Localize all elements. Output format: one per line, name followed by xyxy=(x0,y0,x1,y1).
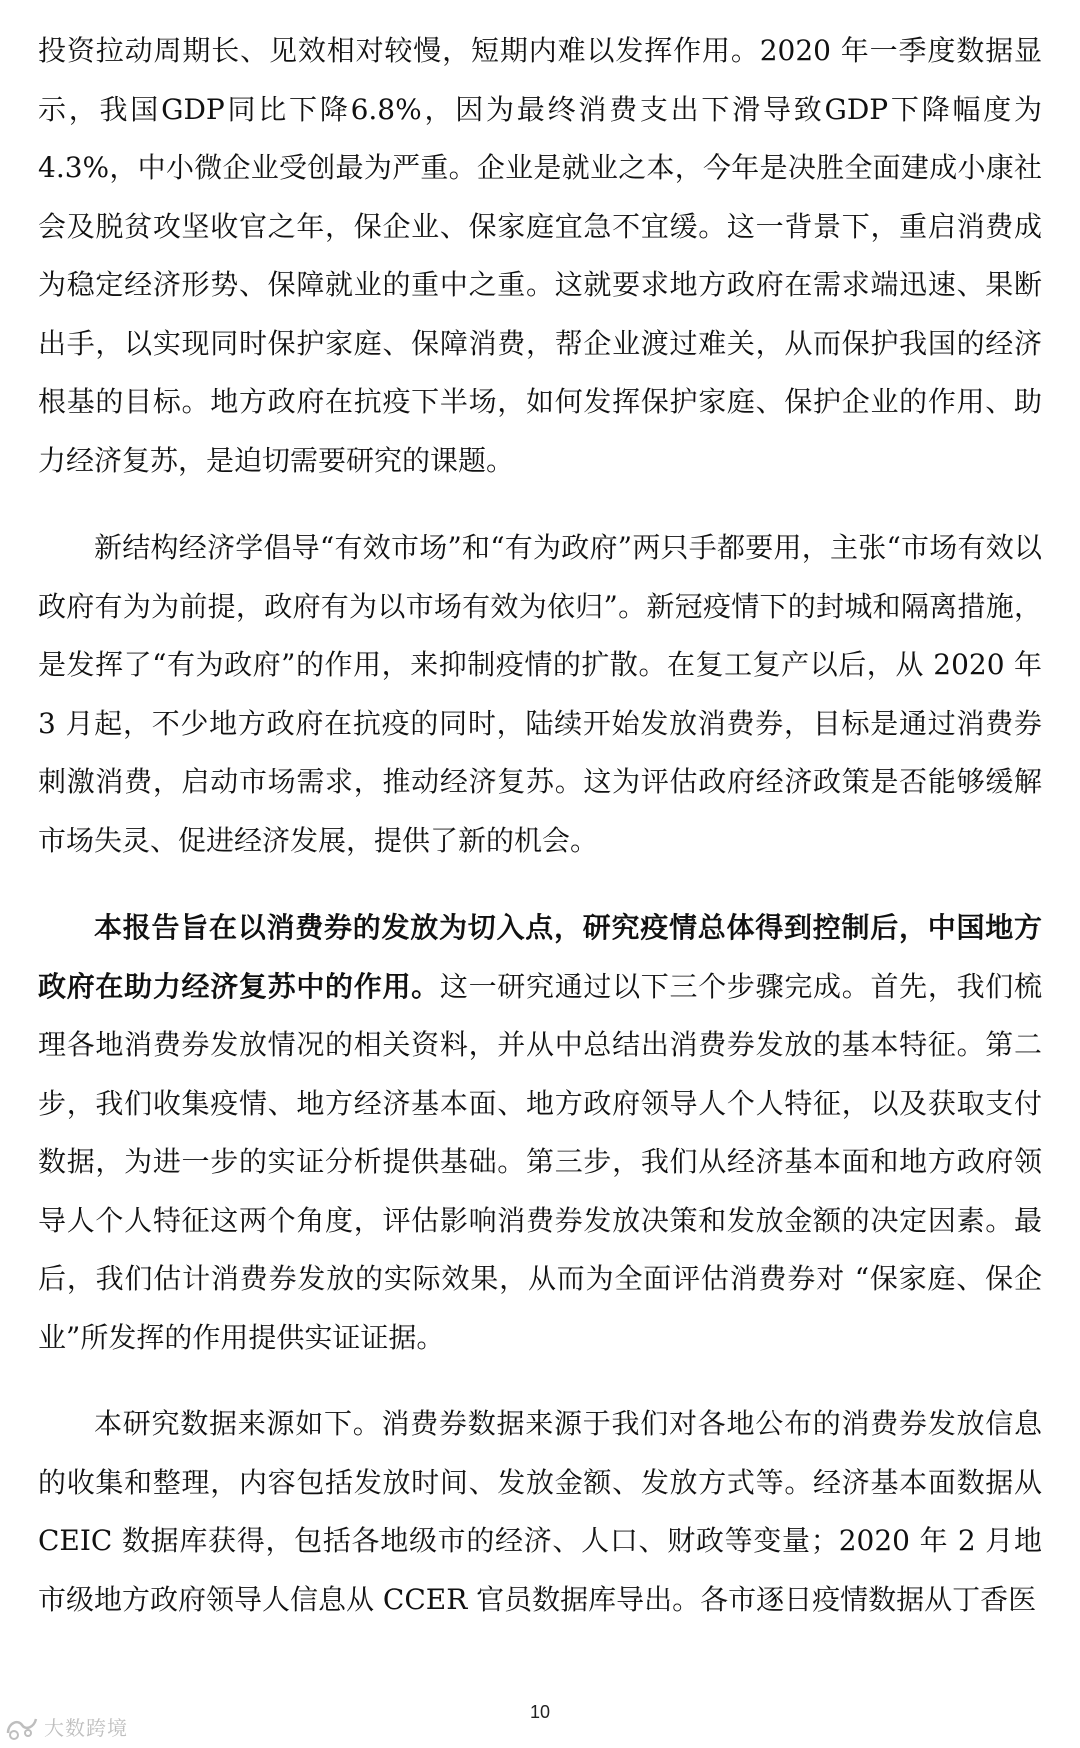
watermark xyxy=(4,1712,128,1741)
body-paragraph-1: 投资拉动周期长、见效相对较慢，短期内难以发挥作用。2020 年一季度数据显示，我国GDP同比下降6.8%，因为最终消费支出下滑导致GDP下降幅度为4.3%，中小微企业受创最为严重。企业是就业之本，今年是决胜全面建成小康社会及脱贫攻坚收官之年，保企业、保家庭宜急不宜缓。这一背景下，重启消费成为稳定经济形势、保障就业的重中之重。这就要求地方政府在需求端迅速、果断出手，以实现同时保护家庭、保障消费，帮企业渡过难关，从而保护我国的经济根基的目标。地方政府在抗疫下半场，如何发挥保护家庭、保护企业的作用、助力经济复苏，是迫切需要研究的课题。 xyxy=(38,34,1042,477)
body-paragraph-2: 新结构经济学倡导“有效市场”和“有为政府”两只手都要用，主张“市场有效以政府有为为前提，政府有为以市场有效为依归”。新冠疫情下的封城和隔离措施，是发挥了“有为政府”的作用，来抑制疫情的扩散。在复工复产以后，从 2020 年 3 月起，不少地方政府在抗疫的同时，陆续开始发放消费券，目标是通过消费券刺激消费，启动市场需求，推动经济复苏。这为评估政府经济政策是否能够缓解市场失灵、促进经济发展，提供了新的机会。 xyxy=(38,531,1042,857)
page-number: 10 xyxy=(529,1702,551,1722)
logo-icon xyxy=(4,1713,40,1741)
watermark-text: 大数跨境 xyxy=(44,1716,128,1740)
paragraph-3-bold-lead: 本报告旨在以消费券的发放为切入点，研究疫情总体得到控制后，中国地方政府在助力经济复苏中的作用。 xyxy=(38,911,1042,1003)
body-paragraph-4: 本研究数据来源如下。消费券数据来源于我们对各地公布的消费券发放信息的收集和整理，内容包括发放时间、发放金额、发放方式等。经济基本面数据从 CEIC 数据库获得，包括各地级市的经济、人口、财政等变量；2020 年 2 月地市级地方政府领导人信息从 CCER 官员数据库导出。各市逐日疫情数据从丁香医 xyxy=(38,1407,1042,1616)
paragraph-3-body: 这一研究通过以下三个步骤完成。首先，我们梳理各地消费券发放情况的相关资料，并从中总结出消费券发放的基本特征。第二步，我们收集疫情、地方经济基本面、地方政府领导人个人特征，以及获取支付数据，为进一步的实证分析提供基础。第三步，我们从经济基本面和地方政府领导人个人特征这两个角度，评估影响消费券发放决策和发放金额的决定因素。最后，我们估计消费券发放的实际效果，从而为全面评估消费券对 “保家庭、保企业”所发挥的作用提供实证证据。 xyxy=(38,969,1042,1354)
body-paragraph-3 xyxy=(38,899,1042,1367)
